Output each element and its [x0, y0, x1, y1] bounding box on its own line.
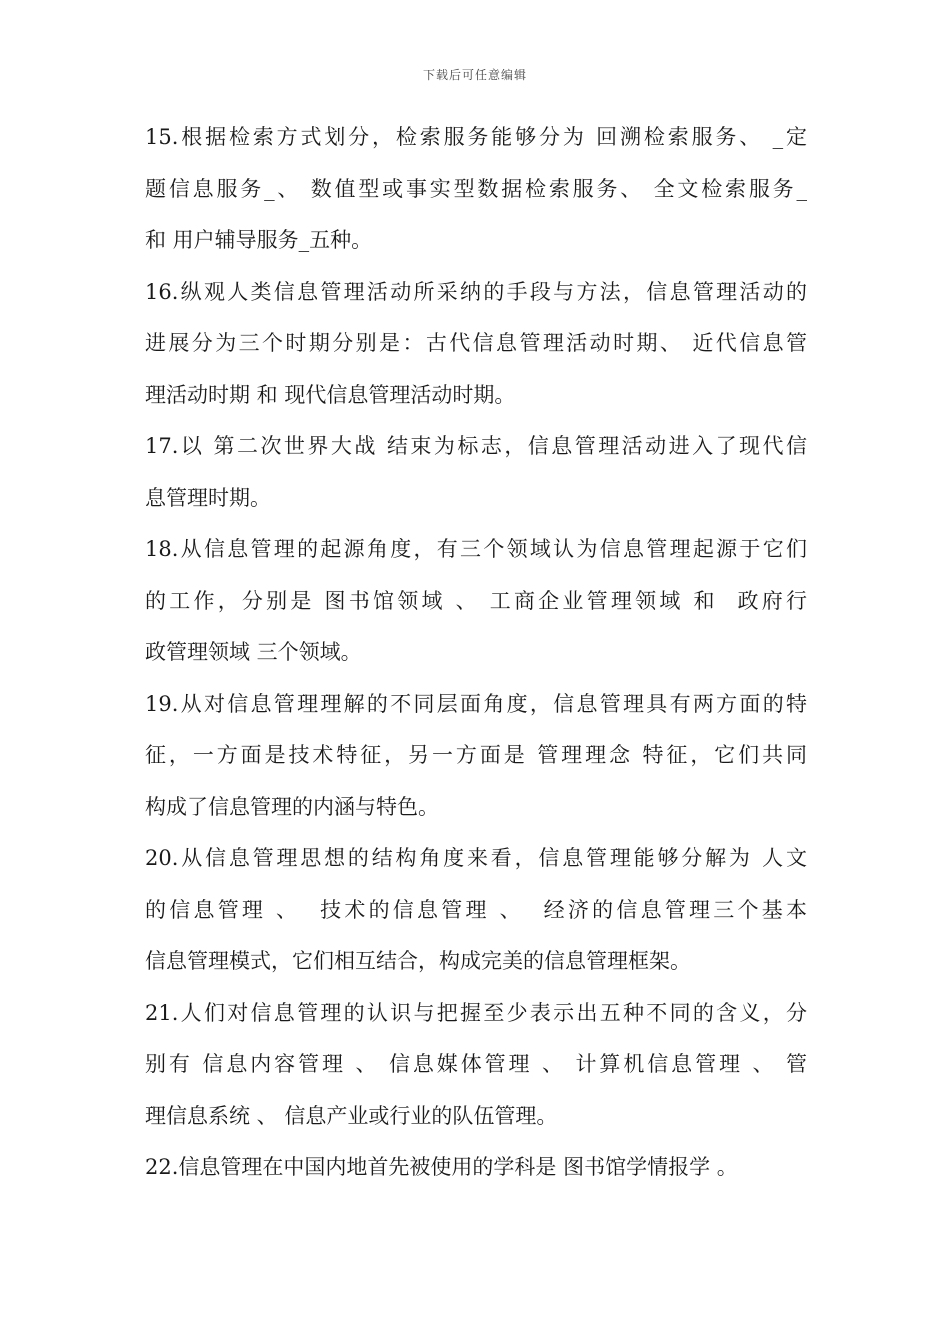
text-line-1: 15.根据检索方式划分，检索服务能够分为 回溯检索服务、 _定: [145, 125, 807, 149]
text-line-3: 和 用户辅导服务_五种。: [145, 228, 373, 252]
text-line-12: 19.从对信息管理理解的不同层面角度，信息管理具有两方面的特: [145, 691, 807, 716]
text-line-16: 的信息管理 、 技术的信息管理 、 经济的信息管理三个基本: [145, 897, 807, 922]
text-line-6: 理活动时期 和 现代信息管理活动时期。: [145, 382, 516, 407]
text-line-9: 18.从信息管理的起源角度，有三个领域认为信息管理起源于它们: [145, 537, 807, 561]
text-line-18: 21.人们对信息管理的认识与把握至少表示出五种不同的含义，分: [145, 1000, 807, 1025]
text-line-13: 征，一方面是技术特征，另一方面是 管理理念 特征，它们共同: [145, 743, 807, 767]
text-line-15: 20.从信息管理思想的结构角度来看，信息管理能够分解为 人文: [145, 846, 807, 870]
text-line-4: 16.纵观人类信息管理活动所采纳的手段与方法，信息管理活动的: [145, 279, 807, 304]
text-line-5: 进展分为三个时期分别是：古代信息管理活动时期、 近代信息管: [145, 331, 807, 355]
text-line-10: 的工作，分别是 图书馆领域 、 工商企业管理领域 和 政府行: [145, 588, 807, 613]
text-line-14: 构成了信息管理的内涵与特色。: [145, 794, 439, 819]
text-line-7: 17.以 第二次世界大战 结束为标志，信息管理活动进入了现代信: [145, 434, 807, 458]
text-line-19: 别有 信息内容管理 、 信息媒体管理 、 计算机信息管理 、 管: [145, 1052, 807, 1076]
text-line-2: 题信息服务_、 数值型或事实型数据检索服务、 全文检索服务_: [145, 176, 807, 201]
document-body: [145, 112, 807, 1194]
text-line-21: 22.信息管理在中国内地首先被使用的学科是 图书馆学情报学 。: [145, 1155, 738, 1179]
page-header-note: 下载后可任意编辑: [422, 68, 527, 82]
text-line-20: 理信息系统 、 信息产业或行业的队伍管理。: [145, 1103, 558, 1128]
text-line-8: 息管理时期。: [145, 485, 271, 510]
text-line-17: 信息管理模式，它们相互结合，构成完美的信息管理框架。: [145, 949, 691, 973]
text-line-11: 政管理领域 三个领域。: [145, 640, 362, 664]
